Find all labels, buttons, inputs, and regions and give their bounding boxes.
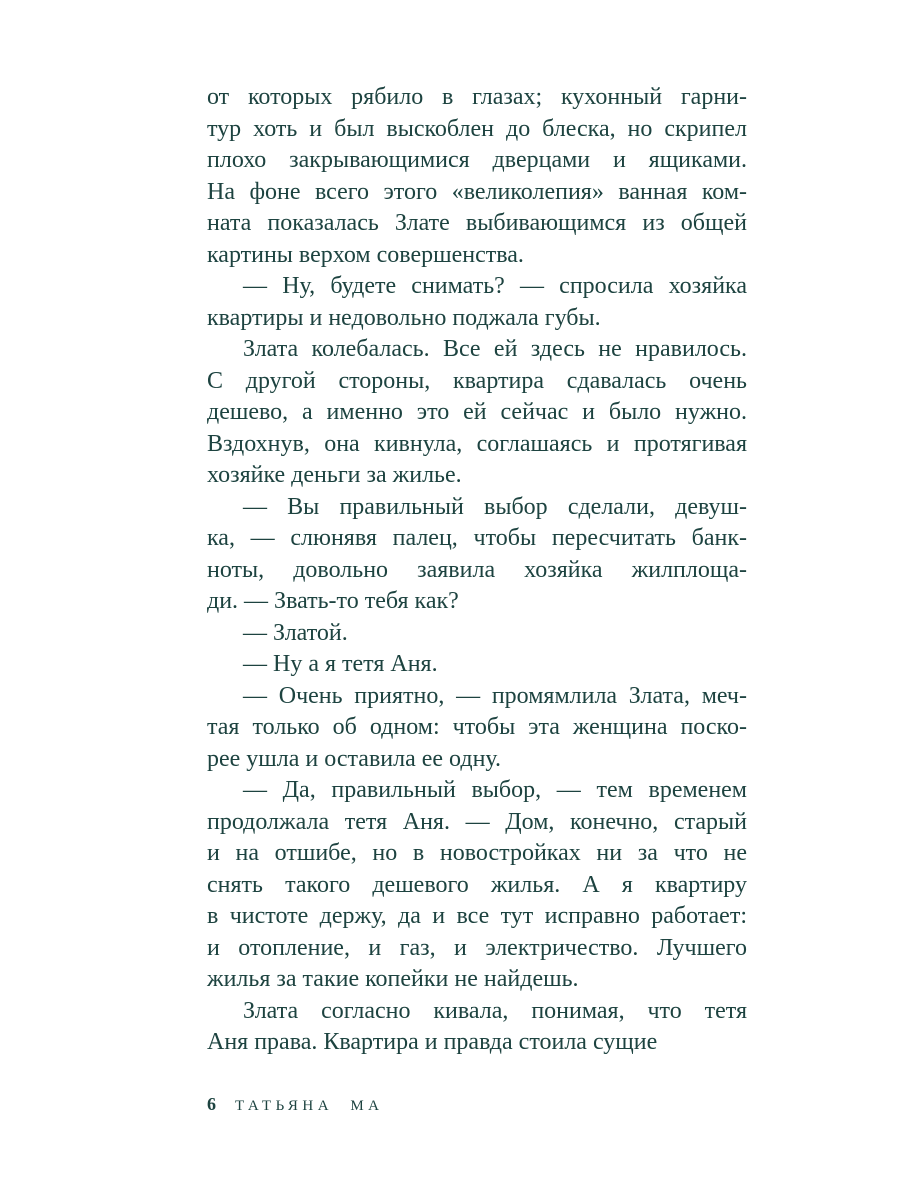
text-line: — Очень приятно, — промямлила Злата, меч-: [243, 682, 747, 709]
text-line: ноты, довольно заявила хозяйка жилплоща-: [207, 556, 747, 583]
text-line: хозяйке деньги за жилье.: [207, 462, 462, 488]
text-line: — Златой.: [243, 619, 348, 646]
text-line: На фоне всего этого «великолепия» ванная ком-: [207, 178, 747, 205]
paragraph: [207, 649, 747, 681]
text-line: рее ушла и оставила ее одну.: [207, 745, 502, 772]
text-line: Вздохнув, она кивнула, соглашаясь и протягивая: [207, 430, 747, 457]
paragraph: [207, 618, 747, 650]
paragraph: [207, 82, 747, 271]
text-line: в чистоте держу, да и все тут исправно работает:: [207, 903, 747, 929]
text-line: жилья за такие копейки не найдешь.: [207, 966, 579, 992]
text-line: плохо закрывающимися дверцами и ящиками.: [207, 147, 747, 173]
text-line: ди. — Звать-то тебя как?: [207, 588, 459, 614]
text-line: картины верхом совершенства.: [207, 241, 524, 268]
paragraph: [207, 492, 747, 618]
text-line: квартиры и недовольно поджала губы.: [207, 304, 601, 331]
text-line: и на отшибе, но в новостройках ни за что не: [207, 840, 747, 866]
page-number: 6: [207, 1094, 217, 1114]
text-line: — Да, правильный выбор, — тем временем: [243, 777, 747, 803]
text-line: Злата колебалась. Все ей здесь не нравилось.: [243, 336, 747, 362]
text-line: от которых рябило в глазах; кухонный гарни-: [207, 84, 747, 110]
text-line: С другой стороны, квартира сдавалась очень: [207, 367, 747, 394]
text-line: — Ну а я тетя Аня.: [243, 651, 438, 677]
paragraph: [207, 996, 747, 1059]
text-line: дешево, а именно это ей сейчас и было нужно.: [207, 399, 747, 425]
text-line: — Ну, будете снимать? — спросила хозяйка: [243, 273, 747, 299]
author-name: ТАТЬЯНА МА: [235, 1098, 384, 1114]
text-line: — Вы правильный выбор сделали, девуш-: [243, 493, 747, 520]
running-footer: [207, 1094, 747, 1115]
text-line: тур хоть и был выскоблен до блеска, но скрипел: [207, 115, 747, 142]
text-line: ка, — слюнявя палец, чтобы пересчитать банк-: [207, 525, 747, 551]
text-line: Злата согласно кивала, понимая, что тетя: [243, 997, 747, 1024]
paragraph: [207, 681, 747, 776]
text-line: тая только об одном: чтобы эта женщина поско-: [207, 714, 747, 740]
text-line: снять такого дешевого жилья. А я квартиру: [207, 871, 747, 898]
paragraph: [207, 775, 747, 996]
text-line: и отопление, и газ, и электричество. Лучшего: [207, 934, 747, 961]
text-block: [207, 82, 747, 1059]
paragraph: [207, 271, 747, 334]
text-line: продолжала тетя Аня. — Дом, конечно, старый: [207, 808, 747, 835]
text-line: ната показалась Злате выбивающимся из общей: [207, 210, 747, 236]
paragraph: [207, 334, 747, 492]
text-line: Аня права. Квартира и правда стоила сущие: [207, 1029, 658, 1055]
